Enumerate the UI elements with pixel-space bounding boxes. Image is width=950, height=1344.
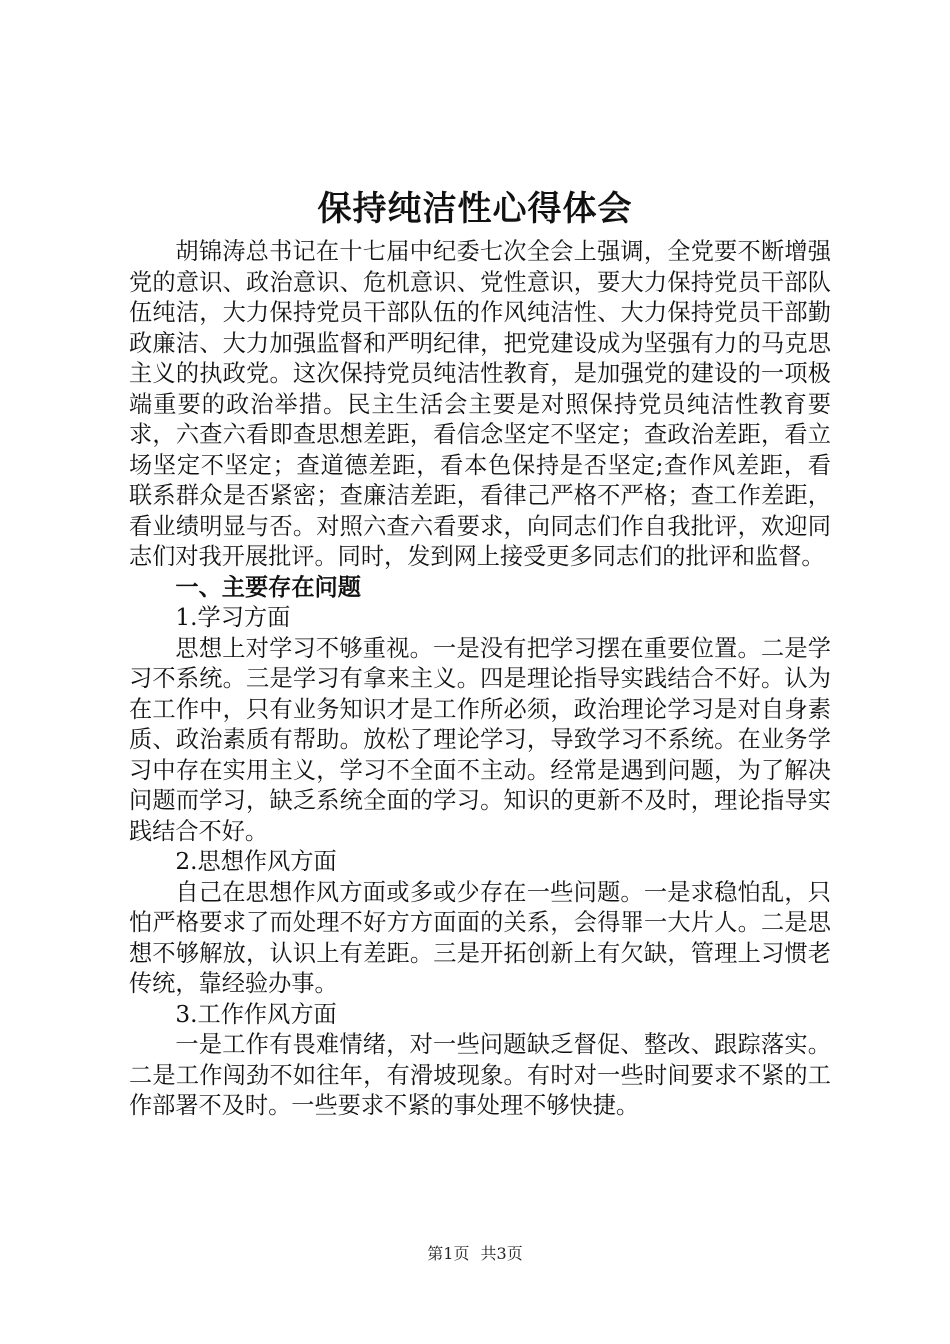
study-paragraph: 思想上对学习不够重视。一是没有把学习摆在重要位置。二是学习不系统。三是学习有拿来主义。四是理论指导实践结合不好。认为在工作中，只有业务知识才是工作所必须，政治理论学习是对自身素质、政治素质有帮助。放松了理论学习，导致学习不系统。在业务学习中存在实用主义，学习不全面不主动。经常是遇到问题，为了解决问题而学习，缺乏系统全面的学习。知识的更新不及时，理论指导实践结合不好。 [129,634,831,845]
subheading-thinking-style: 2.思想作风方面 [175,848,337,875]
page-number: 第1页 [427,1244,470,1263]
section-heading-main-problems: 一、主要存在问题 [175,573,361,601]
thinking-style-paragraph: 自己在思想作风方面或多或少存在一些问题。一是求稳怕乱，只怕严格要求了而处理不好方方面面的关系，会得罪一大片人。二是思想不够解放，认识上有差距。三是开拓创新上有欠缺，管理上习惯老传统，靠经验办事。 [129,878,831,997]
document-body [129,237,831,1122]
work-style-paragraph: 一是工作有畏难情绪，对一些问题缺乏督促、整改、跟踪落实。二是工作闯劲不如往年，有滑坡现象。有时对一些时间要求不紧的工作部署不及时。一些要求不紧的事处理不够快捷。 [129,1031,831,1119]
document-title: 保持纯洁性心得体会 [317,189,633,229]
page-footer [0,1243,950,1265]
intro-paragraph: 胡锦涛总书记在十七届中纪委七次全会上强调，全党要不断增强党的意识、政治意识、危机意识、党性意识，要大力保持党员干部队伍纯洁，大力保持党员干部队伍的作风纯洁性、大力保持党员干部勤政廉洁、大力加强监督和严明纪律，把党建设成为坚强有力的马克思主义的执政党。这次保持党员纯洁性教育，是加强党的建设的一项极端重要的政治举措。民主生活会主要是对照保持党员纯洁性教育要求，六查六看即查思想差距，看信念坚定不坚定；查政治差距，看立场坚定不坚定；查道德差距，看本色保持是否坚定;查作风差距，看联系群众是否紧密；查廉洁差距，看律己严格不严格；查工作差距，看业绩明显与否。对照六查六看要求，向同志们作自我批评，欢迎同志们对我开展批评。同时，发到网上接受更多同志们的批评和监督。 [129,238,831,570]
subheading-work-style: 3.工作作风方面 [175,1000,337,1028]
subheading-study: 1.学习方面 [175,604,291,631]
page-total: 共3页 [480,1244,523,1263]
